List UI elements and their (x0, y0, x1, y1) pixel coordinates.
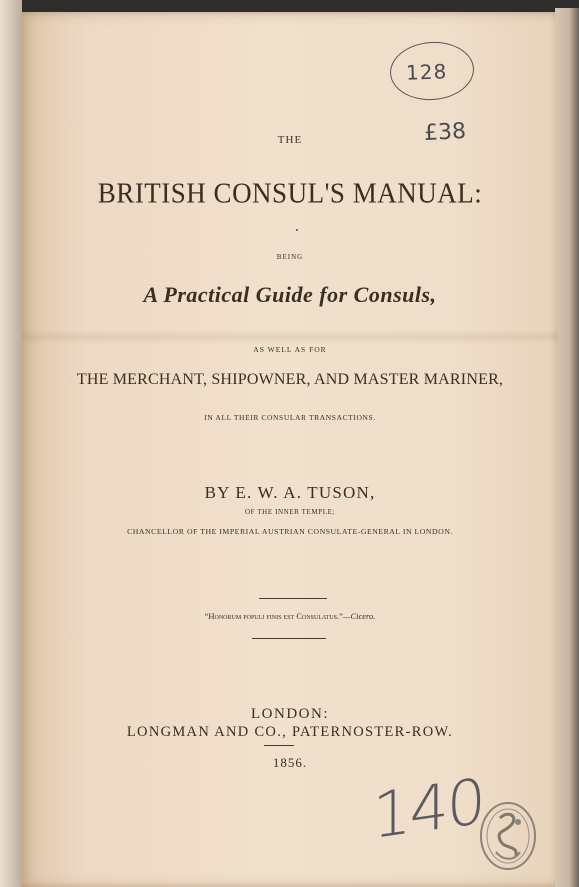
motto-text: “Honorum populi finis est Consulatus.” (204, 611, 343, 621)
author-affiliation: OF THE INNER TEMPLE; (244, 508, 336, 516)
publisher-rule (264, 745, 294, 746)
ink-dot (296, 229, 298, 231)
title-article: THE (277, 134, 303, 146)
motto-attribution: —Cicero. (342, 611, 376, 621)
as-well-as-line: AS WELL AS FOR (253, 345, 327, 354)
pencil-price: £38 (423, 118, 467, 147)
author-name: BY E. W. A. TUSON, (204, 483, 376, 502)
publisher: LONGMAN AND CO., PATERNOSTER-ROW. (126, 724, 454, 740)
pencil-large-number: 140 (372, 763, 484, 854)
left-page-edge (0, 0, 22, 887)
book-title: BRITISH CONSUL'S MANUAL: (97, 177, 483, 209)
ownership-stamp-icon (478, 800, 538, 872)
paper-crease (22, 330, 558, 344)
book-subtitle: A Practical Guide for Consuls, (143, 282, 437, 307)
motto-top-rule (259, 598, 327, 599)
motto-bottom-rule (252, 638, 326, 639)
pencil-circled-number: 128 (405, 59, 448, 85)
author-title: CHANCELLOR OF THE IMPERIAL AUSTRIAN CONSULATE-GENERAL IN LONDON. (127, 527, 453, 536)
publication-place: LONDON: (251, 706, 329, 722)
being-line: BEING (276, 253, 304, 261)
scope-line: IN ALL THEIR CONSULAR TRANSACTIONS. (204, 413, 376, 422)
publication-year: 1856. (272, 755, 308, 770)
motto (22, 611, 558, 621)
audience-line: THE MERCHANT, SHIPOWNER, AND MASTER MARINER, (76, 371, 504, 388)
right-page-edge (555, 8, 579, 887)
